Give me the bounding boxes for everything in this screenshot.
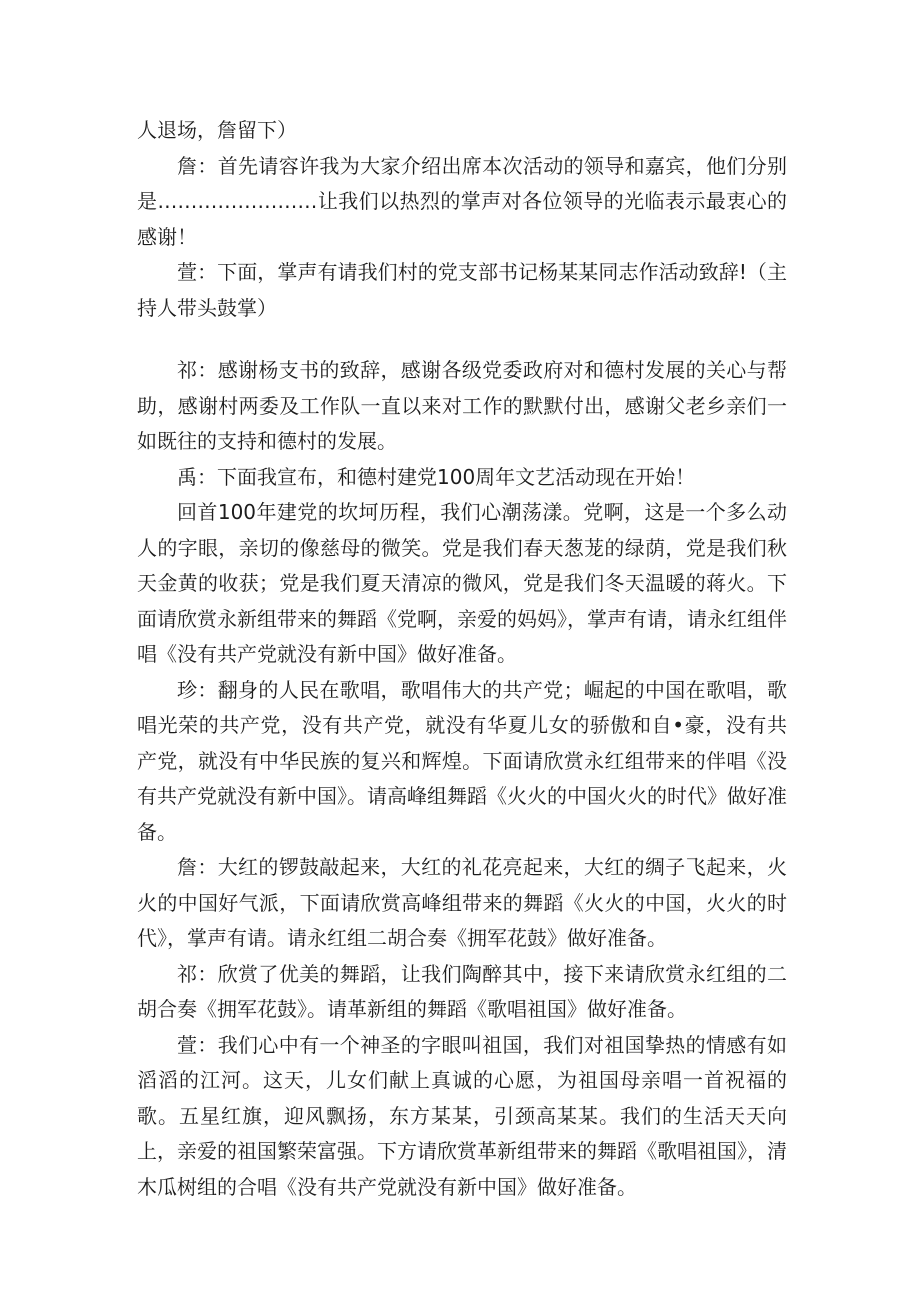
paragraph-thanks: 祁：感谢杨支书的致辞，感谢各级党委政府对和德村发展的关心与帮助，感谢村两委及工作队一直以来对工作的默默付出，感谢父老乡亲们一如既往的支持和德村的发展。 — [137, 358, 787, 453]
paragraph-guest-introduction: 詹：首先请容许我为大家介绍出席本次活动的领导和嘉宾，他们分别是……………………让我们以热烈的掌声对各位领导的光临表示最衷心的感谢！ — [137, 153, 787, 249]
paragraph-exit-note: 人退场，詹留下） — [137, 118, 297, 142]
paragraph-song-intro: 珍：翻身的人民在歌唱，歌唱伟大的共产党；崛起的中国在歌唱，歌唱光荣的共产党，没有共产党，就没有华夏儿女的骄傲和自•豪，没有共产党，就没有中华民族的复兴和辉煌。下面请欣赏永红组带来的伴唱《没有共产党就没有新中国》。请高峰组舞蹈《火火的中国火火的时代》做好准备。 — [137, 677, 787, 844]
paragraph-motherland-intro: 萱：我们心中有一个神圣的字眼叫祖国，我们对祖国挚热的情感有如滔滔的江河。这天，儿女们献上真诚的心愿，为祖国母亲唱一首祝福的歌。五星红旗，迎风飘扬，东方某某，引颈高某某。我们的生活天天向上，亲爱的祖国繁荣富强。下方请欣赏革新组带来的舞蹈《歌唱祖国》，清木瓜树组的合唱《没有共产党就没有新中国》做好准备。 — [137, 1032, 787, 1199]
paragraph-erhu-intro: 祁：欣赏了优美的舞蹈，让我们陶醉其中，接下来请欣赏永红组的二胡合奏《拥军花鼓》。请革新组的舞蹈《歌唱祖国》做好准备。 — [137, 961, 787, 1021]
paragraph-opening-announcement: 禹：下面我宣布，和德村建党100周年文艺活动现在开始！ — [177, 464, 696, 489]
paragraph-dance-intro-1: 回首100年建党的坎坷历程，我们心潮荡漾。党啊，这是一个多么动人的字眼，亲切的像慈母的微笑。党是我们春天葱茏的绿荫，党是我们秋天金黄的收获；党是我们夏天清凉的微风，党是我们冬天温暖的蒋火。下面请欣赏永新组带来的舞蹈《党啊，亲爱的妈妈》，掌声有请，请永红组伴唱《没有共产党就没有新中国》做好准备。 — [137, 500, 787, 666]
paragraph-dance-intro-2: 詹：大红的锣鼓敲起来，大红的礼花亮起来，大红的绸子飞起来，火火的中国好气派，下面请欣赏高峰组带来的舞蹈《火火的中国，火火的时代》，掌声有请。请永红组二胡合奏《拥军花鼓》做好准备。 — [137, 855, 787, 950]
paragraph-secretary-speech-invite: 萱：下面，掌声有请我们村的党支部书记杨某某同志作活动致辞!（主持人带头鼓掌） — [137, 260, 787, 320]
document-body — [137, 113, 787, 1205]
